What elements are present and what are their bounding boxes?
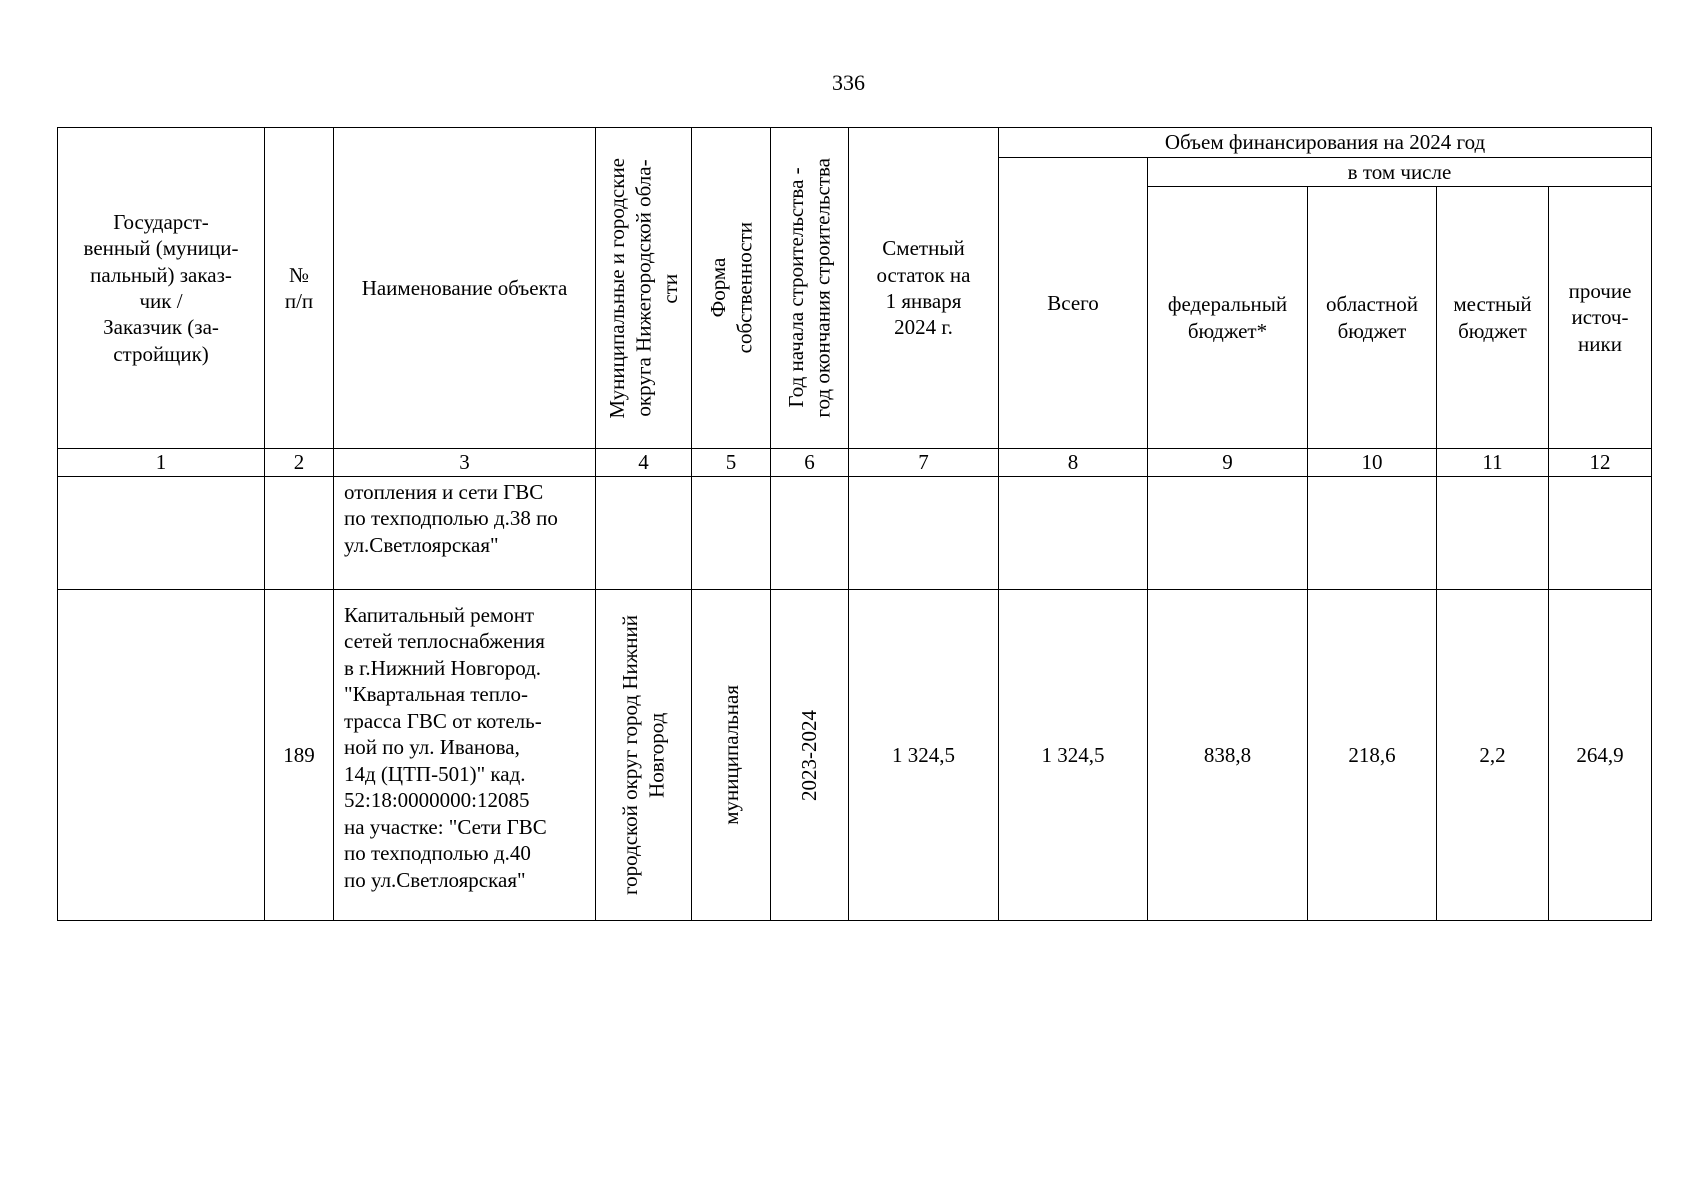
cell-federal [1148,477,1308,590]
cell-total: 1 324,5 [999,590,1148,921]
cell-ownership [692,477,771,590]
table-row [58,590,1652,921]
cell-years-wrap [771,590,849,921]
column-number: 7 [849,449,999,477]
cell-local: 2,2 [1437,590,1549,921]
header-balance: Сметный остаток на 1 января 2024 г. [849,128,999,449]
header-years: Год начала строительства - год окончания строительства [784,158,835,418]
header-funding-title: Объем финансирования на 2024 год [999,128,1652,158]
cell-regional: 218,6 [1308,590,1437,921]
cell-row-number [265,477,334,590]
header-federal: федеральный бюджет* [1148,187,1308,449]
column-number: 4 [596,449,692,477]
header-total: Всего [999,158,1148,449]
column-number: 2 [265,449,334,477]
table-row [58,477,1652,590]
header-object-name: Наименование объекта [334,128,596,449]
header-regional: областной бюджет [1308,187,1437,449]
financing-table [57,127,1652,921]
cell-other: 264,9 [1549,590,1652,921]
column-number: 8 [999,449,1148,477]
cell-row-number: 189 [265,590,334,921]
column-number: 10 [1308,449,1437,477]
cell-object-name: отопления и сети ГВС по техподполью д.38 по ул.Светлоярская" [334,477,596,590]
header-municipality-cell [596,128,692,449]
column-number: 12 [1549,449,1652,477]
header-local: местный бюджет [1437,187,1549,449]
cell-ownership: муниципальная [718,685,743,825]
cell-federal: 838,8 [1148,590,1308,921]
column-number: 1 [58,449,265,477]
cell-total [999,477,1148,590]
header-municipality: Муниципальные и городские округа Нижегородской обла- сти [604,157,682,419]
cell-municipality: городской округ город Нижний Новгород [618,615,669,895]
column-number: 5 [692,449,771,477]
cell-customer [58,477,265,590]
column-number: 9 [1148,449,1308,477]
column-number: 3 [334,449,596,477]
header-ownership: Форма собственности [705,222,756,354]
cell-object-name: Капитальный ремонт сетей теплоснабжения в г.Нижний Новгород. "Квартальная тепло- трасса ГВС от котель- ной по ул. Иванова, 14д (ЦТП-501)" кад. 52:18:0000000:12085 на участке: "Сети ГВС по техподполью д.40 по ул.Светлоярская" [334,590,596,921]
cell-municipality [596,477,692,590]
column-number: 6 [771,449,849,477]
header-other: прочие источ- ники [1549,187,1652,449]
cell-other [1549,477,1652,590]
cell-customer [58,590,265,921]
cell-years: 2023-2024 [797,709,822,801]
header-ownership-cell [692,128,771,449]
cell-balance: 1 324,5 [849,590,999,921]
cell-regional [1308,477,1437,590]
column-number: 11 [1437,449,1549,477]
header-including: в том числе [1148,158,1652,187]
cell-ownership-wrap [692,590,771,921]
column-number-row [58,449,1652,477]
cell-years [771,477,849,590]
header-customer: Государст- венный (муници- пальный) заказ- чик / Заказчик (за- стройщик) [58,128,265,449]
page-number: 336 [832,70,865,95]
header-row-number: № п/п [265,128,334,449]
cell-local [1437,477,1549,590]
header-years-cell [771,128,849,449]
cell-municipality-wrap [596,590,692,921]
cell-balance [849,477,999,590]
